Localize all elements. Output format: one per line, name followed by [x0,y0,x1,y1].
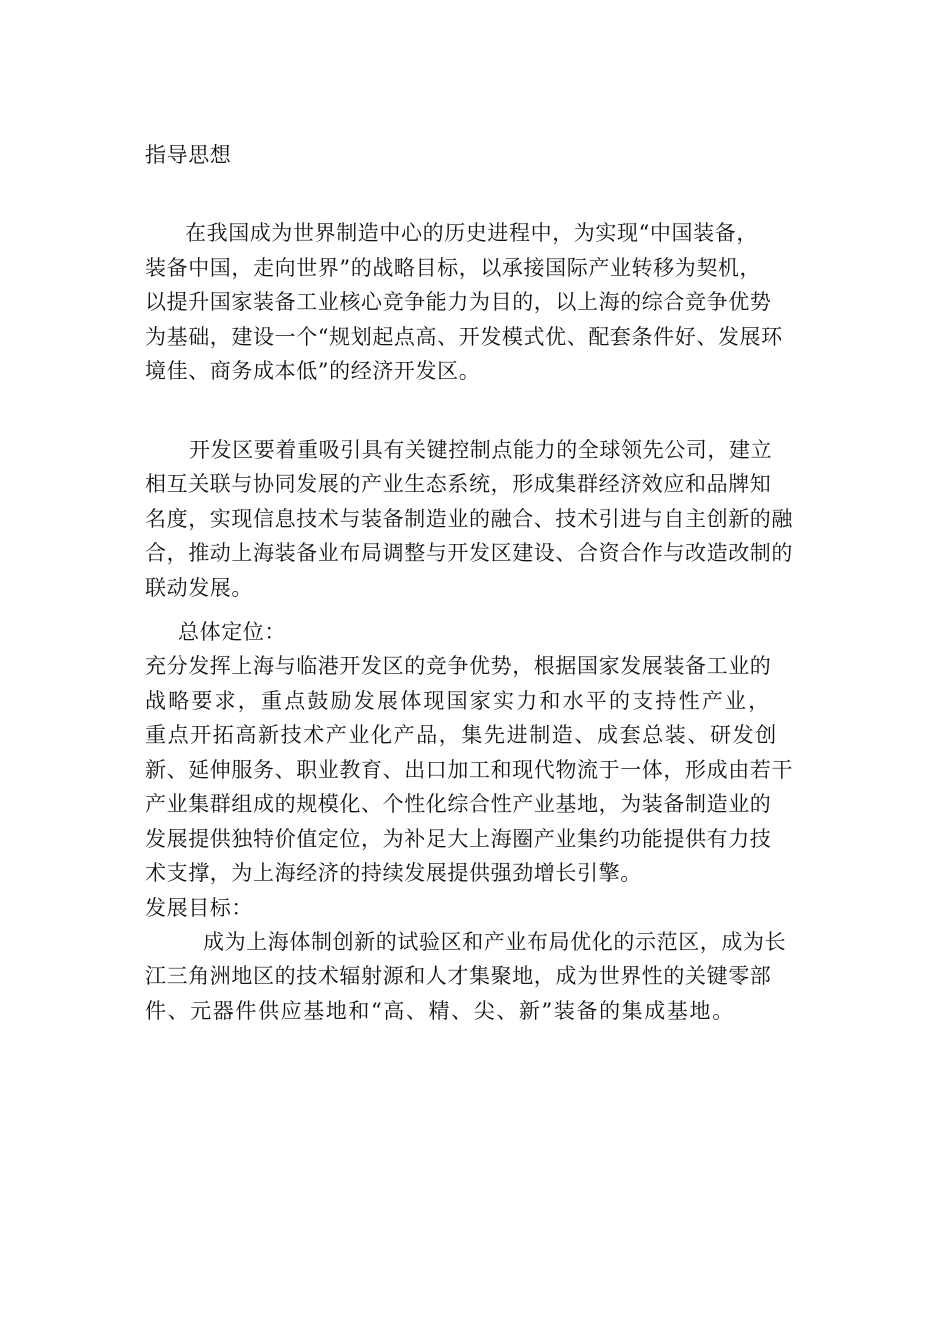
paragraph-line: 合，推动上海装备业布局调整与开发区建设、合资合作与改造改制的 [145,541,793,565]
paragraph-line: 充分发挥上海与临港开发区的竞争优势，根据国家发展装备工业的 [145,654,772,678]
paragraph-line: 以提升国家装备工业核心竞争能力为目的，以上海的综合竞争优势 [145,290,772,314]
paragraph-line: 重点开拓高新技术产业化产品，集先进制造、成套总装、研发创 [145,723,778,747]
paragraph-line: 开发区要着重吸引具有关键控制点能力的全球领先公司，建立 [189,437,773,462]
paragraph-line: 联动发展。 [145,575,253,600]
paragraph-development-goals [145,925,815,1029]
paragraph-overall-positioning [145,649,815,891]
paragraph-line: 成为上海体制创新的试验区和产业布局优化的示范区，成为长 [203,929,787,954]
section-title-guiding-ideology: 指导思想 [145,143,232,167]
paragraph-line: 为基础，建设一个“规划起点高、开发模式优、配套条件好、发展环 [145,324,783,349]
section-title-overall-positioning: 总体定位： [178,620,286,644]
paragraph-line: 相互关联与协同发展的产业生态系统，形成集群经济效应和品牌知 [145,472,772,496]
spacer [145,605,815,615]
paragraph-development-zone [145,433,815,606]
paragraph-line: 发展提供独特价值定位，为补足大上海圈产业集约功能提供有力技 [145,826,772,851]
paragraph-line: 江三角洲地区的技术辐射源和人才集聚地，成为世界性的关键零部 [145,964,772,988]
document-body [145,138,815,1028]
paragraph-line: 战略要求，重点鼓励发展体现国家实力和水平的支持性产业， [145,688,772,713]
section-title-development-goals: 发展目标： [145,895,253,920]
paragraph-line: 名度，实现信息技术与装备制造业的融合、技术引进与自主创新的融 [145,506,793,531]
spacer [145,172,815,216]
spacer [145,389,815,433]
paragraph-line: 产业集群组成的规模化、个性化综合性产业基地，为装备制造业的 [145,792,772,816]
paragraph-line: 境佳、商务成本低”的经济开发区。 [145,359,481,383]
paragraph-line: 件、元器件供应基地和“高、精、尖、新”装备的集成基地。 [145,998,735,1023]
paragraph-line: 装备中国，走向世界”的战略目标，以承接国际产业转移为契机， [145,255,762,280]
paragraph-line: 新、延伸服务、职业教育、出口加工和现代物流于一体，形成由若干 [145,757,793,782]
paragraph-guiding-ideology [145,216,815,389]
paragraph-line: 术支撑，为上海经济的持续发展提供强劲增长引擎。 [145,861,642,885]
paragraph-line: 在我国成为世界制造中心的历史进程中，为实现“中国装备， [185,221,758,245]
